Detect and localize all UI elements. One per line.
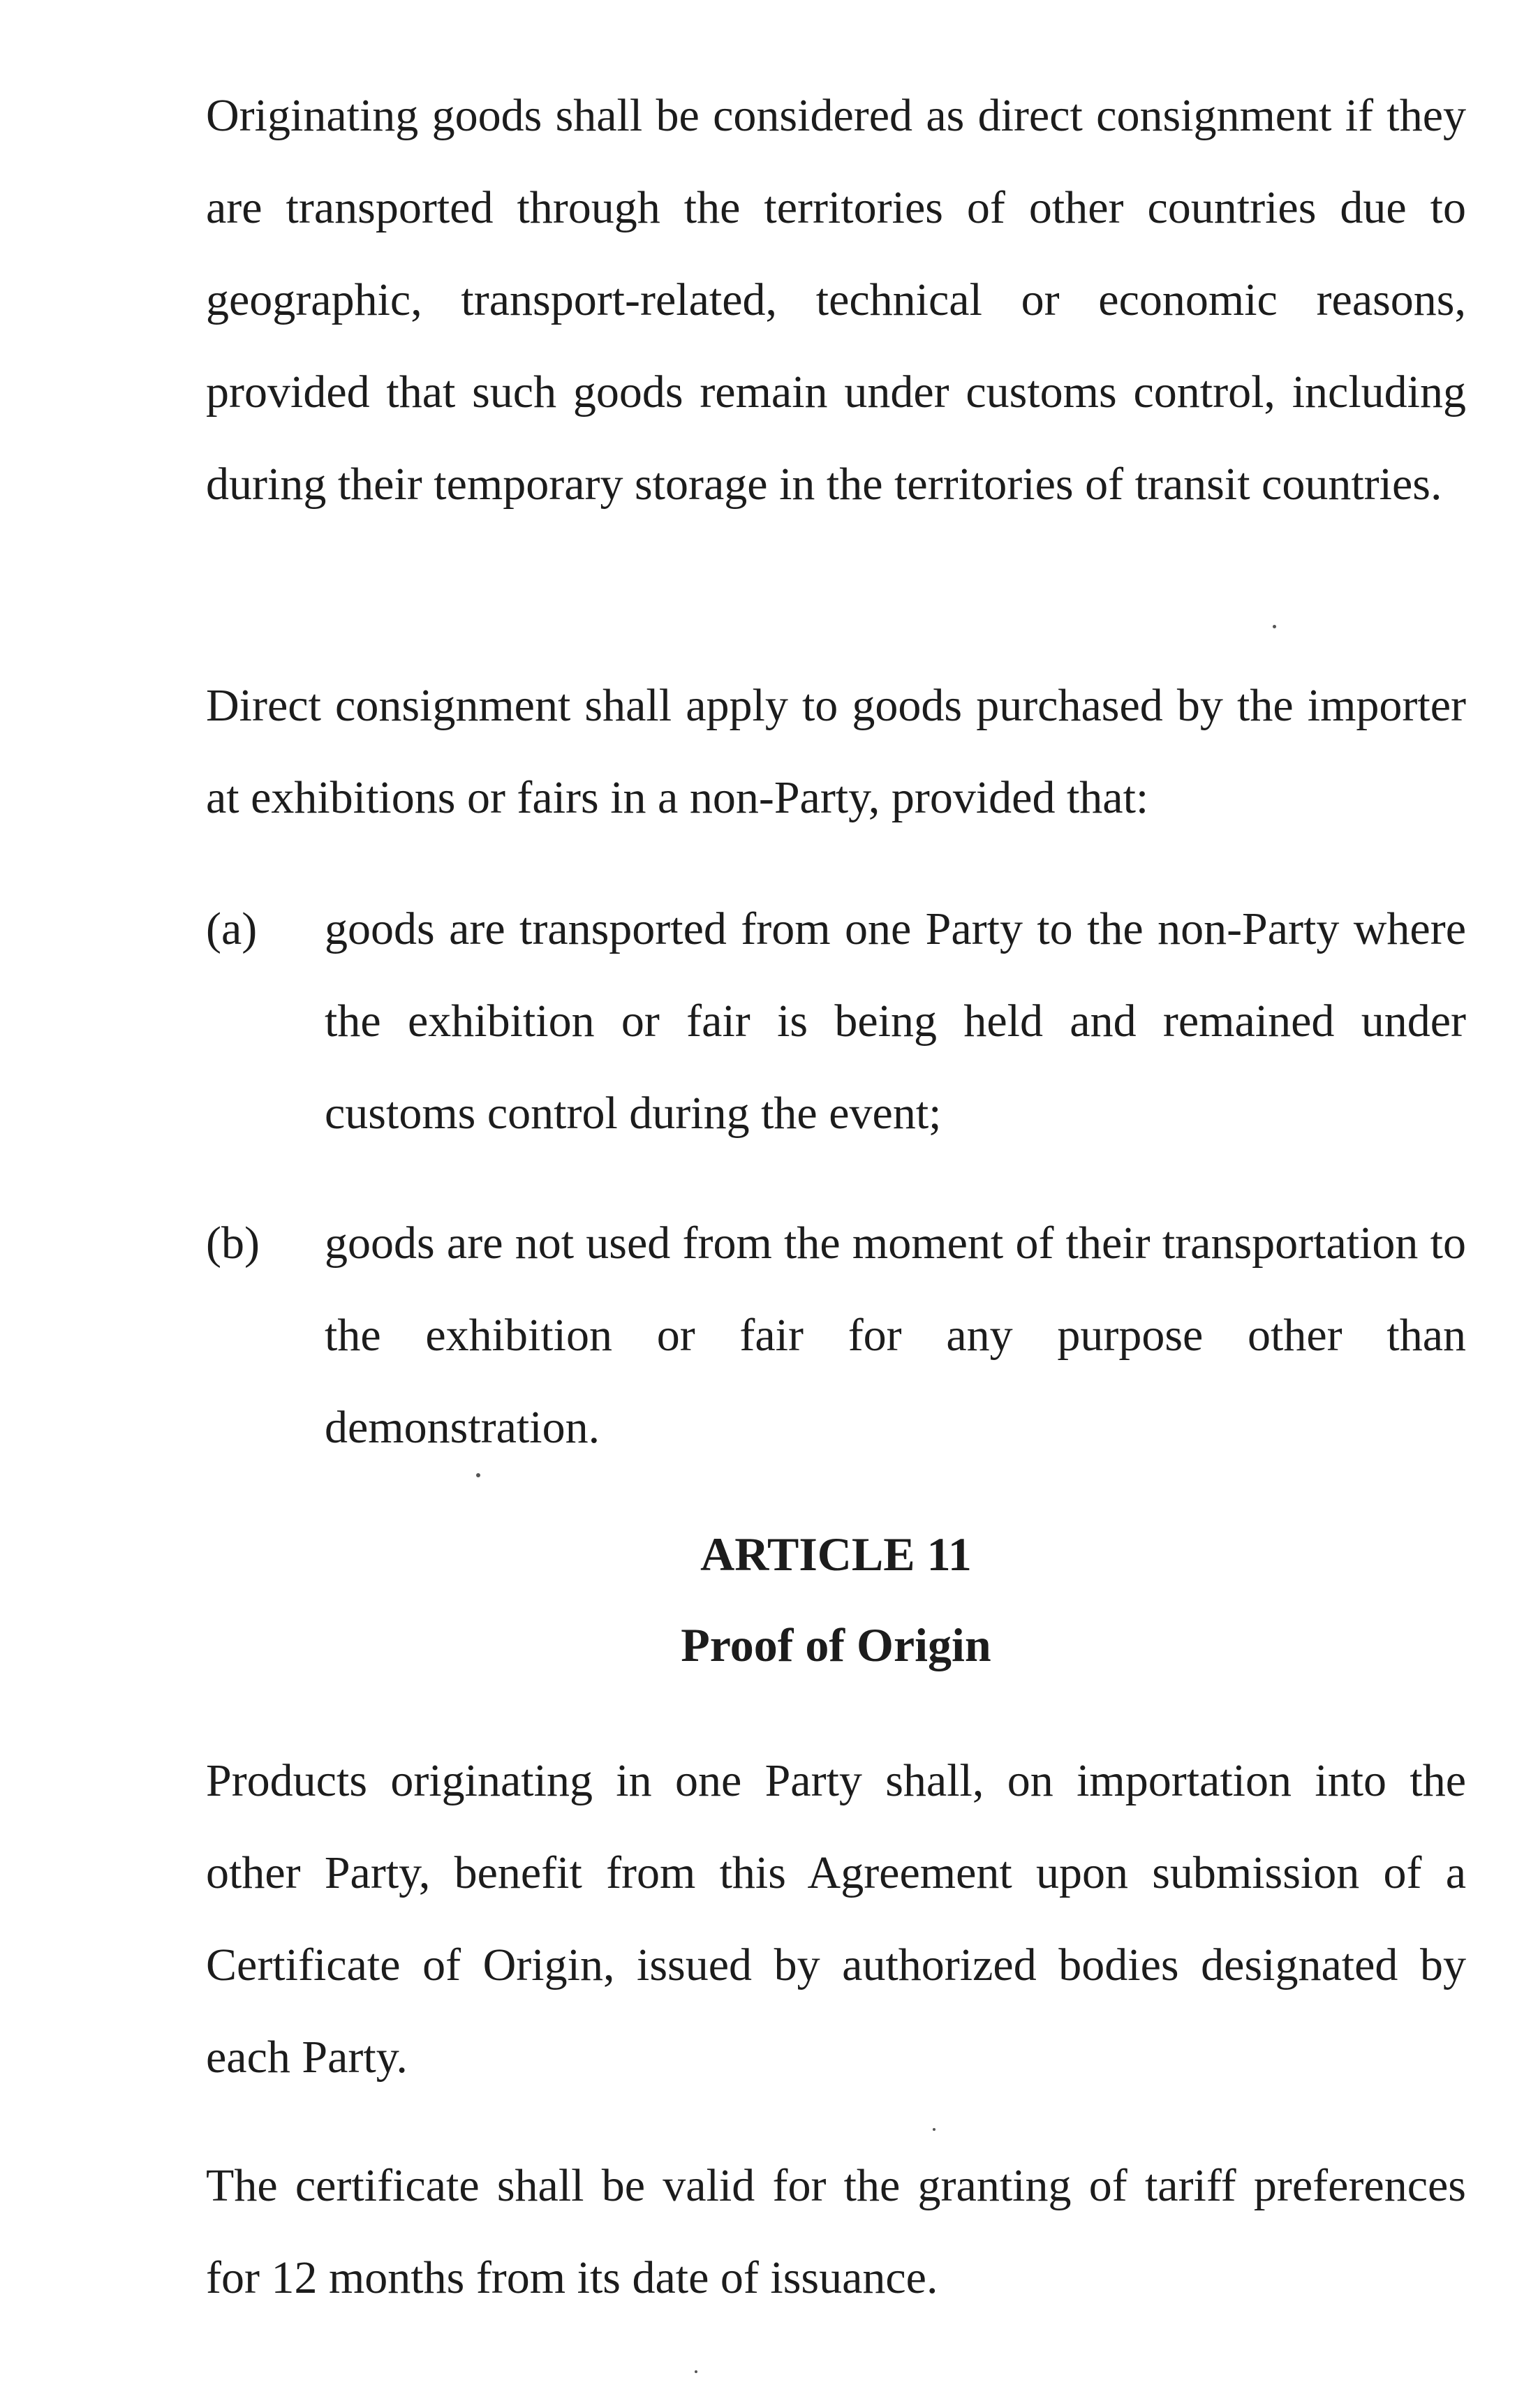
scan-speck [476,1473,480,1477]
paragraph-direct-consignment-exhibitions: Direct consignment shall apply to goods purchased by the importer at exhibitions or fairs in a non-Party, provided that: [206,680,1466,823]
list-item-text: goods are not used from the moment of their transportation to the exhibition or fair for any purpose other than demonstration. [325,1218,1466,1453]
scan-speck [695,2370,697,2373]
list-item-text: goods are transported from one Party to the non-Party where the exhibition or fair is being held and remained under customs control during the event; [325,903,1466,1139]
paragraph-certificate-validity: The certificate shall be valid for the granting of tariff preferences for 12 months from its date of issuance. [206,2160,1466,2303]
paragraph-direct-consignment-transit: Originating goods shall be considered as direct consignment if they are transported through the territories of other countries due to geographic, transport-related, technical or economic reasons, provided that such goods remain under customs control, including during their temporary storage in the territories of transit countries. [206,90,1466,510]
scan-speck [1273,625,1276,628]
article-title-heading: Proof of Origin [681,1618,991,1671]
list-item-label: (b) [206,1218,260,1269]
list-item-label: (a) [206,903,258,954]
paragraph-certificate-of-origin: Products originating in one Party shall, on importation into the other Party, benefit from this Agreement upon submission of a Certificate of Origin, issued by authorized bodies designated by each Party. [206,1755,1466,2083]
article-number-heading: ARTICLE 11 [700,1528,972,1581]
scan-speck [933,2128,935,2131]
